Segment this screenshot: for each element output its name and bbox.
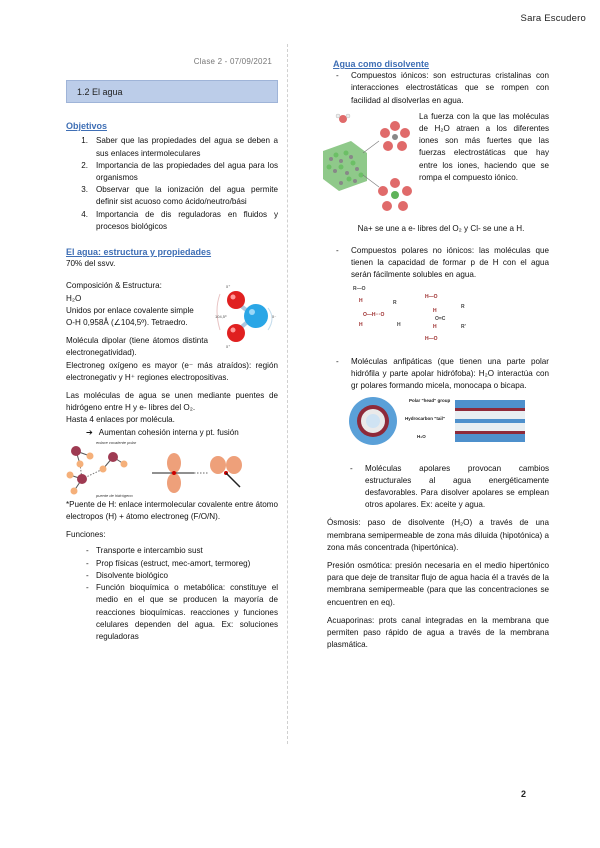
arrow-right-icon: ➔	[86, 427, 93, 437]
function-item: - Prop físicas (estruct, mec-amort, termoreg)	[86, 558, 251, 568]
hydrogen-bond-diagram	[66, 439, 278, 499]
svg-text:δ⁺: δ⁺	[226, 344, 231, 350]
section-title: 1.2 El agua	[66, 80, 278, 103]
svg-text:δ⁺: δ⁺	[226, 284, 231, 290]
svg-text:enlace covalente polar: enlace covalente polar	[96, 439, 137, 445]
water-molecule-icon	[212, 280, 278, 350]
dipole-text: Molécula dipolar (tiene átomos distinta electronegatividad).	[66, 336, 208, 358]
author-name: Sara Escudero	[520, 13, 586, 24]
ionic-figure-text: La fuerza con la que las moléculas de H₂O atraen a los diferentes iones son más fuertes que las fuerzas electrostáticas que hay entre los iones, haciendo que se rompa el compuesto iónico.	[419, 111, 549, 182]
ionic-dissolution-diagram	[321, 111, 417, 221]
percent-text: 70% del ssvv.	[66, 259, 116, 269]
svg-text:R—O: R—O	[353, 285, 366, 292]
polar-item: - Compuestos polares no iónicos: las moléculas que tienen la capacidad de formar p de H con el agua serán fácilmente solubles en agua.	[336, 246, 549, 280]
svg-text:H: H	[359, 297, 363, 304]
structure-heading: El agua: estructura y propiedades	[66, 247, 212, 258]
functions-heading: Funciones:	[66, 530, 106, 540]
svg-text:O=C: O=C	[435, 315, 446, 322]
class-date: Clase 2 - 07/09/2021	[193, 57, 272, 66]
page-number: 2	[521, 789, 527, 799]
svg-text:R': R'	[461, 323, 466, 330]
micelle-bilayer-diagram	[333, 394, 549, 448]
svg-text:R: R	[461, 303, 465, 310]
hbonds-text: Las moléculas de agua se unen mediante puentes de hidrógeno entre H y e- libres del O₂.	[66, 391, 278, 413]
functions-list	[66, 545, 278, 643]
bond-length: O-H 0,958Å (∠104,5º). Tetraedro.	[66, 318, 188, 328]
objective-item: 2. Importancia de las propiedades del agua para los organismos	[81, 160, 278, 183]
osmosis-text: Ósmosis: paso de disolvente (H₂O) a través de una membrana semipermeable de zona más diluida (hipotónica) a zona más concentrada (hipertónica).	[327, 518, 549, 552]
max-bonds-text: Hasta 4 enlaces por molécula.	[66, 415, 175, 425]
ionic-item: - Compuestos iónicos: son estructuras cristalinas con interacciones electrostáticas que se rompen con facilidad al disolverlas en agua.	[336, 71, 549, 105]
hbond-note: *Puente de H: enlace intermolecular covalente entre átomo electropos (H) + átomo electroneg (F/O/N).	[66, 499, 278, 522]
svg-text:H—O: H—O	[425, 293, 438, 300]
svg-text:H: H	[359, 321, 363, 328]
solvent-heading: Agua como disolvente	[333, 59, 430, 69]
objectives-list	[66, 135, 278, 233]
polar-hbond-diagram	[333, 282, 549, 342]
ionic-figure-block	[333, 111, 549, 221]
label-hydrocarbon-tail: Hydrocarbon "tail"	[405, 416, 446, 422]
formula: H₂O	[66, 293, 82, 303]
osmotic-pressure-text: Presión osmótica: presión necesaria en el medio hipertónico para que deje de transitar flujo de agua hacia él a través de la membrana semipermeable (para que las concentraciones se encuentren en eq).	[327, 561, 549, 607]
left-column	[66, 56, 278, 643]
amphipathic-list	[333, 356, 549, 393]
na-cl-text: Na+ se une a e- libres del O₂ y Cl- se une a H.	[357, 223, 525, 233]
objective-item: 3. Observar que la ionización del agua permite definir sist acuoso como ácido/neutro/bási	[81, 185, 278, 207]
apolar-list	[347, 463, 549, 512]
objective-item: 1. Saber que las propiedades del agua se deben a sus enlaces intermoleculares	[81, 136, 278, 158]
function-item: - Disolvente biológico	[86, 570, 168, 580]
column-divider	[287, 44, 288, 744]
objective-item: 4. Importancia de dis reguladoras en fluidos y procesos biológicos	[81, 209, 278, 231]
amphipathic-item: - Moléculas anfipáticas (que tienen una parte polar hidrófila y parte apolar hidrófoba): H₂O interactúa con gr polares formando micela, monocapa o bicapa.	[336, 356, 549, 391]
bond-line: Unidos por enlace covalente simple	[66, 305, 194, 315]
svg-text:H—O: H—O	[425, 335, 438, 342]
svg-text:puente de hidrógeno: puente de hidrógeno	[96, 492, 133, 498]
svg-text:H: H	[397, 321, 401, 328]
right-column	[327, 58, 549, 651]
svg-text:H: H	[433, 307, 437, 314]
polar-list	[333, 245, 549, 282]
objectives-heading: Objetivos	[66, 121, 108, 132]
label-polar-head: Polar "head" group	[409, 398, 451, 404]
composition-label: Composición & Estructura:	[66, 281, 162, 291]
aquaporins-text: Acuaporinas: prots canal integradas en la membrana que permiten paso rápido de agua a través de la membrana plasmática.	[327, 615, 549, 650]
electroneg-text: Electroneg oxígeno es mayor (e⁻ más atraídos): región electronegativ y H⁺ regiones electropositivas.	[66, 360, 278, 382]
apolar-item: - Moléculas apolares provocan cambios estructurales al agua energéticamente desfavorables. Para disolver apolares se emplean otros apolares. Ex: aceite y agua.	[350, 463, 549, 510]
arrow-text: Aumentan cohesión interna y pt. fusión	[98, 427, 239, 437]
arrow-line	[66, 427, 278, 439]
svg-text:H: H	[433, 323, 437, 330]
svg-text:δ⁻: δ⁻	[272, 314, 277, 320]
function-item: - Función bioquímica o metabólica: constituye el medio en el que se producen la mayoría de reacciones bioquímicas. reacciones y funciones celulares dependen del agua. Ex: soluciones reguladoras	[86, 583, 278, 641]
composition-block	[66, 280, 278, 359]
svg-text:R: R	[393, 299, 397, 306]
function-item: - Transporte e intercambio sust	[86, 546, 203, 556]
ionic-list	[333, 70, 549, 107]
svg-text:104,5º: 104,5º	[215, 314, 227, 320]
label-water: H₂O	[417, 434, 426, 440]
svg-text:O—H···O: O—H···O	[363, 311, 385, 318]
